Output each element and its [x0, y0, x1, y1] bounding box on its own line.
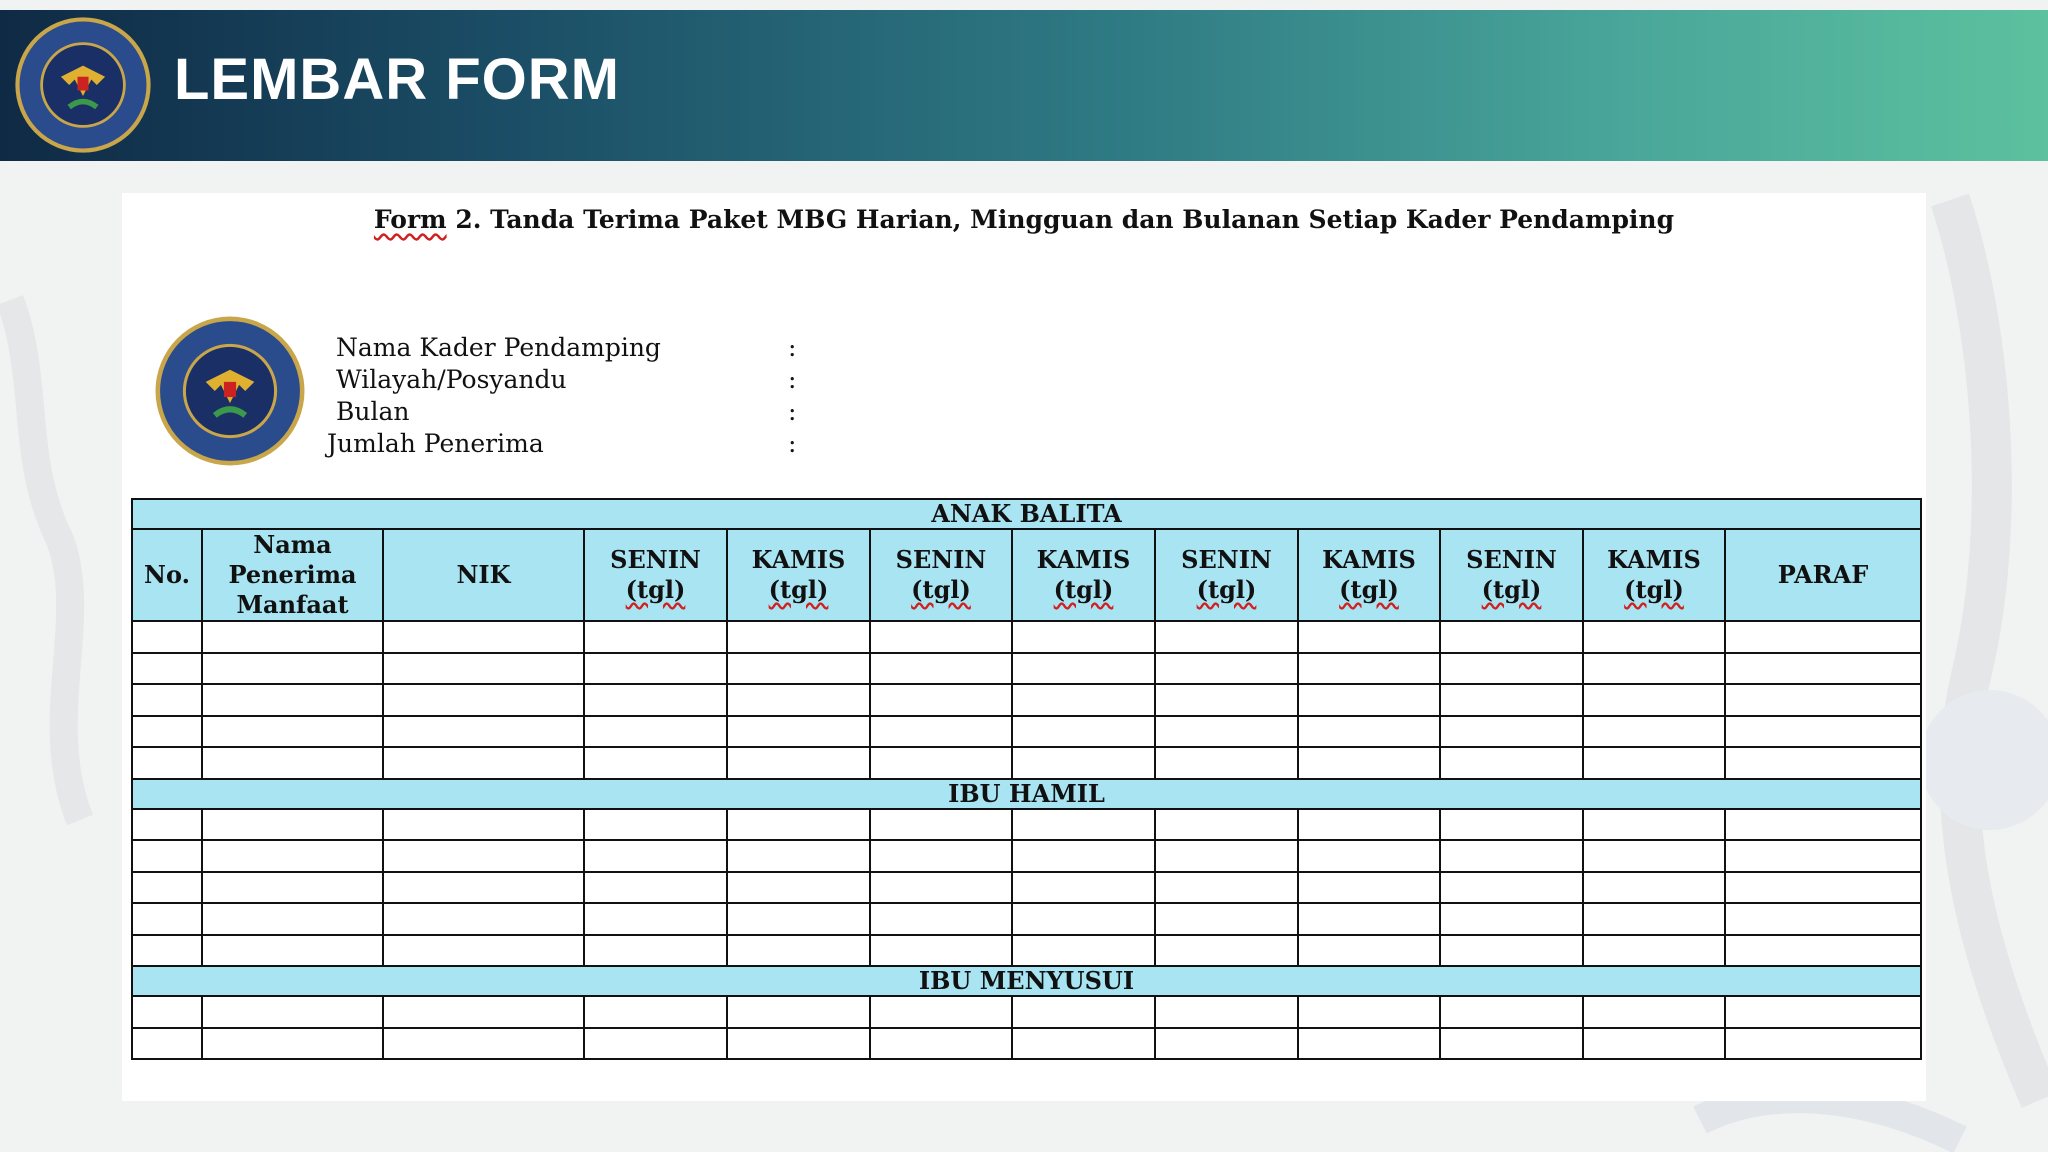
cell-kamis-2[interactable] [1012, 684, 1155, 716]
cell-senin-3[interactable] [1155, 1028, 1298, 1060]
table-row [132, 716, 1921, 748]
cell-nama-penerima[interactable] [202, 935, 383, 967]
cell-kamis-4[interactable] [1583, 716, 1725, 748]
cell-kamis-2[interactable] [1012, 653, 1155, 685]
column-header-label: SENIN [1466, 545, 1557, 574]
column-header-kamis-2 [1012, 529, 1155, 621]
cell-nik[interactable] [383, 747, 584, 779]
section-title: IBU MENYUSUI [132, 966, 1921, 996]
cell-nik[interactable] [383, 840, 584, 872]
cell-senin-2[interactable] [870, 621, 1012, 653]
column-header-paraf [1725, 529, 1921, 621]
cell-kamis-3[interactable] [1298, 653, 1440, 685]
cell-senin-2[interactable] [870, 716, 1012, 748]
column-header-sublabel: (tgl) [911, 575, 971, 604]
cell-no[interactable] [132, 1028, 202, 1060]
cell-senin-3[interactable] [1155, 935, 1298, 967]
cell-kamis-2[interactable] [1012, 935, 1155, 967]
cell-no[interactable] [132, 872, 202, 904]
cell-kamis-3[interactable] [1298, 621, 1440, 653]
column-header-sublabel: (tgl) [1196, 575, 1257, 604]
cell-kamis-1[interactable] [727, 653, 870, 685]
cell-kamis-4[interactable] [1583, 996, 1725, 1028]
cell-kamis-4[interactable] [1583, 935, 1725, 967]
column-header-label: NIK [456, 560, 511, 589]
cell-senin-4[interactable] [1440, 1028, 1583, 1060]
cell-nama-penerima[interactable] [202, 840, 383, 872]
cell-nik[interactable] [383, 621, 584, 653]
field-label: Bulan [336, 397, 410, 426]
cell-nama-penerima[interactable] [202, 872, 383, 904]
cell-kamis-3[interactable] [1298, 747, 1440, 779]
cell-senin-4[interactable] [1440, 653, 1583, 685]
cell-senin-4[interactable] [1440, 996, 1583, 1028]
cell-kamis-4[interactable] [1583, 684, 1725, 716]
cell-senin-3[interactable] [1155, 684, 1298, 716]
cell-senin-1[interactable] [584, 684, 727, 716]
cell-senin-4[interactable] [1440, 621, 1583, 653]
field-colon: : [788, 333, 797, 362]
section-title: ANAK BALITA [132, 499, 1921, 529]
field-colon: : [788, 397, 797, 426]
table-row [132, 653, 1921, 685]
cell-senin-2[interactable] [870, 996, 1012, 1028]
cell-kamis-3[interactable] [1298, 996, 1440, 1028]
cell-kamis-2[interactable] [1012, 1028, 1155, 1060]
cell-kamis-2[interactable] [1012, 903, 1155, 935]
cell-kamis-1[interactable] [727, 872, 870, 904]
cell-kamis-1[interactable] [727, 621, 870, 653]
cell-senin-2[interactable] [870, 935, 1012, 967]
cell-senin-1[interactable] [584, 809, 727, 841]
cell-senin-4[interactable] [1440, 872, 1583, 904]
cell-nama-penerima[interactable] [202, 684, 383, 716]
field-colon: : [788, 365, 797, 394]
field-colon: : [788, 429, 797, 458]
cell-paraf[interactable] [1725, 840, 1921, 872]
cell-no[interactable] [132, 935, 202, 967]
column-header-sublabel: (tgl) [625, 575, 686, 604]
field-label: Jumlah Penerima [327, 429, 544, 458]
cell-nik[interactable] [383, 809, 584, 841]
column-header-sublabel: (tgl) [1624, 575, 1684, 604]
cell-nik[interactable] [383, 996, 584, 1028]
cell-senin-2[interactable] [870, 809, 1012, 841]
cell-paraf[interactable] [1725, 903, 1921, 935]
cell-kamis-1[interactable] [727, 747, 870, 779]
cell-senin-2[interactable] [870, 872, 1012, 904]
cell-nama-penerima[interactable] [202, 747, 383, 779]
column-header-label: KAMIS [1322, 545, 1416, 574]
table-row [132, 996, 1921, 1028]
column-header-row [132, 529, 1921, 621]
cell-no[interactable] [132, 716, 202, 748]
cell-senin-1[interactable] [584, 716, 727, 748]
cell-nik[interactable] [383, 872, 584, 904]
cell-kamis-4[interactable] [1583, 872, 1725, 904]
cell-senin-3[interactable] [1155, 653, 1298, 685]
cell-nama-penerima[interactable] [202, 1028, 383, 1060]
column-header-senin-3 [1155, 529, 1298, 621]
cell-kamis-4[interactable] [1583, 621, 1725, 653]
column-header-senin-1 [584, 529, 727, 621]
section-title: IBU HAMIL [132, 779, 1921, 809]
cell-paraf[interactable] [1725, 684, 1921, 716]
column-header-label: PARAF [1777, 560, 1869, 589]
column-header-no [132, 529, 202, 621]
cell-no[interactable] [132, 840, 202, 872]
cell-paraf[interactable] [1725, 1028, 1921, 1060]
cell-senin-1[interactable] [584, 996, 727, 1028]
column-header-label: KAMIS [1607, 545, 1701, 574]
cell-kamis-3[interactable] [1298, 903, 1440, 935]
cell-senin-2[interactable] [870, 684, 1012, 716]
cell-kamis-1[interactable] [727, 716, 870, 748]
column-header-label: No. [144, 560, 190, 589]
cell-paraf[interactable] [1725, 716, 1921, 748]
cell-senin-4[interactable] [1440, 935, 1583, 967]
cell-kamis-3[interactable] [1298, 840, 1440, 872]
cell-senin-1[interactable] [584, 747, 727, 779]
cell-nama-penerima[interactable] [202, 996, 383, 1028]
column-header-sublabel: (tgl) [768, 575, 829, 604]
field-label: Nama Kader Pendamping [336, 333, 661, 362]
column-header-label: SENIN [1181, 545, 1272, 574]
table-row [132, 747, 1921, 779]
cell-kamis-1[interactable] [727, 684, 870, 716]
cell-nik[interactable] [383, 903, 584, 935]
cell-kamis-1[interactable] [727, 840, 870, 872]
cell-kamis-4[interactable] [1583, 809, 1725, 841]
cell-senin-4[interactable] [1440, 903, 1583, 935]
cell-no[interactable] [132, 996, 202, 1028]
column-header-sublabel: (tgl) [1053, 575, 1114, 604]
cell-kamis-2[interactable] [1012, 872, 1155, 904]
cell-kamis-4[interactable] [1583, 1028, 1725, 1060]
form-title: Form 2. Tanda Terima Paket MBG Harian, Mingguan dan Bulanan Setiap Kader Pendamping [373, 205, 1675, 234]
table-row [132, 684, 1921, 716]
cell-paraf[interactable] [1725, 621, 1921, 653]
cell-no[interactable] [132, 747, 202, 779]
cell-senin-1[interactable] [584, 872, 727, 904]
garuda-emblem-icon [14, 16, 152, 154]
cell-senin-2[interactable] [870, 747, 1012, 779]
cell-senin-3[interactable] [1155, 903, 1298, 935]
cell-kamis-1[interactable] [727, 935, 870, 967]
cell-senin-1[interactable] [584, 935, 727, 967]
cell-paraf[interactable] [1725, 935, 1921, 967]
cell-kamis-4[interactable] [1583, 653, 1725, 685]
cell-kamis-4[interactable] [1583, 840, 1725, 872]
cell-kamis-3[interactable] [1298, 1028, 1440, 1060]
cell-kamis-1[interactable] [727, 809, 870, 841]
column-header-kamis-1 [727, 529, 870, 621]
table-row [132, 935, 1921, 967]
cell-kamis-3[interactable] [1298, 716, 1440, 748]
cell-senin-3[interactable] [1155, 840, 1298, 872]
cell-senin-1[interactable] [584, 903, 727, 935]
column-header-senin-4 [1440, 529, 1583, 621]
cell-kamis-2[interactable] [1012, 716, 1155, 748]
cell-senin-1[interactable] [584, 1028, 727, 1060]
cell-no[interactable] [132, 684, 202, 716]
cell-kamis-2[interactable] [1012, 996, 1155, 1028]
cell-nama-penerima[interactable] [202, 809, 383, 841]
cell-kamis-2[interactable] [1012, 621, 1155, 653]
cell-kamis-3[interactable] [1298, 809, 1440, 841]
section-header-row [132, 499, 1921, 529]
cell-kamis-3[interactable] [1298, 872, 1440, 904]
cell-kamis-2[interactable] [1012, 840, 1155, 872]
column-header-senin-2 [870, 529, 1012, 621]
cell-senin-1[interactable] [584, 840, 727, 872]
cell-no[interactable] [132, 621, 202, 653]
table-row [132, 1028, 1921, 1060]
column-header-label: SENIN [895, 545, 987, 574]
cell-senin-3[interactable] [1155, 621, 1298, 653]
cell-senin-4[interactable] [1440, 684, 1583, 716]
cell-nama-penerima[interactable] [202, 621, 383, 653]
column-header-sublabel: (tgl) [1339, 575, 1399, 604]
cell-nama-penerima[interactable] [202, 653, 383, 685]
cell-senin-2[interactable] [870, 1028, 1012, 1060]
column-header-kamis-4 [1583, 529, 1725, 621]
cell-kamis-1[interactable] [727, 996, 870, 1028]
table-row [132, 840, 1921, 872]
cell-senin-3[interactable] [1155, 872, 1298, 904]
cell-no[interactable] [132, 653, 202, 685]
cell-nik[interactable] [383, 684, 584, 716]
cell-nik[interactable] [383, 716, 584, 748]
cell-kamis-3[interactable] [1298, 684, 1440, 716]
field-label: Wilayah/Posyandu [336, 365, 567, 394]
column-header-sublabel: (tgl) [1481, 575, 1542, 604]
table-row [132, 872, 1921, 904]
column-header-label: SENIN [610, 545, 701, 574]
receipt-table [131, 498, 1922, 1060]
garuda-emblem-icon [154, 315, 306, 467]
column-header-nik [383, 529, 584, 621]
cell-nik[interactable] [383, 935, 584, 967]
table-row [132, 903, 1921, 935]
cell-kamis-4[interactable] [1583, 903, 1725, 935]
cell-nik[interactable] [383, 653, 584, 685]
column-header-label: KAMIS [751, 545, 846, 574]
cell-paraf[interactable] [1725, 809, 1921, 841]
table-row [132, 621, 1921, 653]
cell-no[interactable] [132, 809, 202, 841]
cell-senin-2[interactable] [870, 840, 1012, 872]
cell-kamis-2[interactable] [1012, 809, 1155, 841]
column-header-label: KAMIS [1036, 545, 1131, 574]
cell-kamis-3[interactable] [1298, 935, 1440, 967]
page-title: LEMBAR FORM [174, 47, 620, 112]
cell-senin-3[interactable] [1155, 996, 1298, 1028]
cell-senin-4[interactable] [1440, 809, 1583, 841]
column-header-label: Nama Penerima Manfaat [228, 530, 357, 619]
cell-senin-1[interactable] [584, 653, 727, 685]
table-row [132, 809, 1921, 841]
cell-senin-2[interactable] [870, 903, 1012, 935]
cell-senin-2[interactable] [870, 653, 1012, 685]
column-header-nama-penerima [202, 529, 383, 621]
cell-senin-3[interactable] [1155, 716, 1298, 748]
section-header-row [132, 966, 1921, 996]
cell-paraf[interactable] [1725, 996, 1921, 1028]
cell-kamis-1[interactable] [727, 1028, 870, 1060]
cell-senin-3[interactable] [1155, 809, 1298, 841]
form-document [122, 193, 1926, 1101]
cell-no[interactable] [132, 903, 202, 935]
cell-senin-3[interactable] [1155, 747, 1298, 779]
cell-kamis-2[interactable] [1012, 747, 1155, 779]
cell-kamis-1[interactable] [727, 903, 870, 935]
column-header-kamis-3 [1298, 529, 1440, 621]
section-header-row [132, 779, 1921, 809]
cell-senin-4[interactable] [1440, 840, 1583, 872]
cell-nama-penerima[interactable] [202, 716, 383, 748]
cell-senin-4[interactable] [1440, 716, 1583, 748]
cell-senin-4[interactable] [1440, 747, 1583, 779]
cell-nik[interactable] [383, 1028, 584, 1060]
cell-paraf[interactable] [1725, 872, 1921, 904]
cell-kamis-4[interactable] [1583, 747, 1725, 779]
cell-paraf[interactable] [1725, 653, 1921, 685]
cell-paraf[interactable] [1725, 747, 1921, 779]
cell-nama-penerima[interactable] [202, 903, 383, 935]
cell-senin-1[interactable] [584, 621, 727, 653]
